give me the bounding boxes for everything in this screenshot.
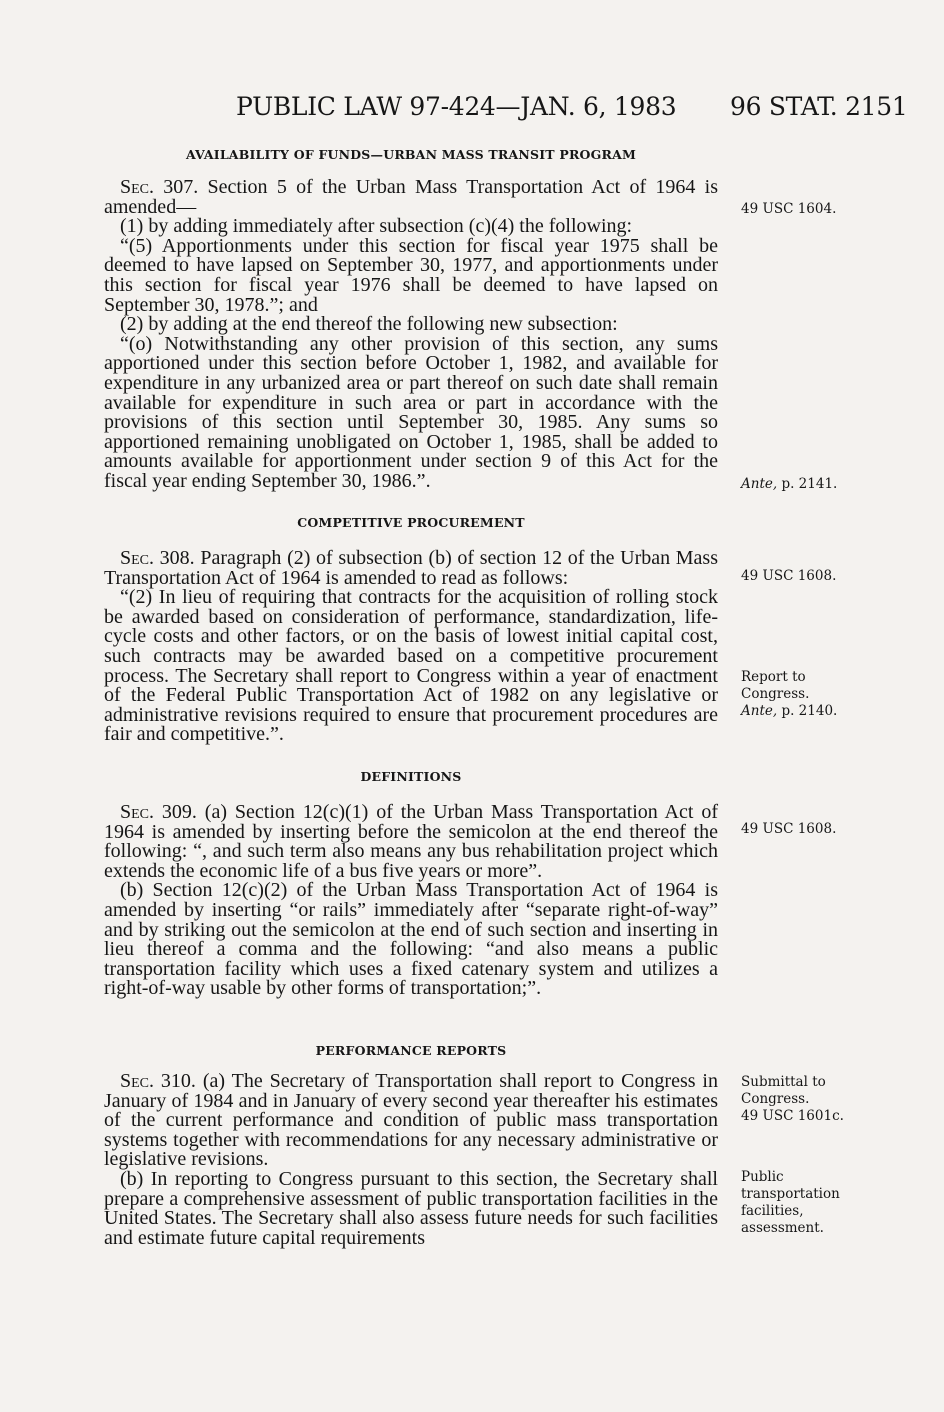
section-307-heading: AVAILABILITY OF FUNDS—URBAN MASS TRANSIT PROGRAM xyxy=(185,147,637,162)
section-310-body xyxy=(104,1072,718,1248)
margin-note-ante-2141: Ante, p. 2141. xyxy=(741,476,838,492)
section-label: Sec. xyxy=(120,547,155,569)
section-310-para-1: Sec. 310. (a) The Secretary of Transportation shall report to Congress in January of 1984 and in January of every second year thereafter his estimates of the current performance and condition of public mass transportation systems together with recommendations for any necessary administrative or legislative revisions. xyxy=(104,1070,718,1171)
section-308-para-1: Sec. 308. Paragraph (2) of subsection (b) of section 12 of the Urban Mass Transportation Act of 1964 is amended to read as follows: xyxy=(104,547,718,589)
section-308-body xyxy=(104,549,718,745)
section-308-para-2: “(2) In lieu of requiring that contracts for the acquisition of rolling stock be awarded based on consideration of performance, standardization, life-cycle costs and other factors, or on the basis of lowest initial capital cost, such contracts may be awarded based on a competitive procurement process. The Secretary shall report to Congress within a year of enactment of the Federal Public Transportation Act of 1982 on any legislative or administrative revisions required to ensure that procurement procedures are fair and competitive.”. xyxy=(104,586,718,746)
margin-note-usc-1604: 49 USC 1604. xyxy=(741,201,837,217)
page-header-stat-number: 96 STAT. 2151 xyxy=(730,92,908,121)
section-310-heading: PERFORMANCE REPORTS xyxy=(315,1043,507,1058)
section-307-body xyxy=(104,178,718,492)
margin-note-usc-1608-b: 49 USC 1608. xyxy=(741,821,837,837)
margin-note-report-to-congress: Report to Congress. Ante, p. 2140. xyxy=(741,669,838,719)
section-307-para-5: “(o) Notwithstanding any other provision of this section, any sums apportioned under this section before October 1, 1982, and available for expenditure in any urbanized area or part thereof on such date shall remain available for expenditure in such area or part in accordance with the provisions of this section until September 30, 1985. Any sums so apportioned remaining unobligated on October 1, 1985, shall be added to amounts available for apportionment under section 9 of this Act for the fiscal year ending September 30, 1986.”. xyxy=(104,332,718,492)
section-309-para-1: Sec. 309. (a) Section 12(c)(1) of the Urban Mass Transportation Act of 1964 is amended by inserting before the semicolon at the end thereof the following: “, and such term also means any bus rehabilitation project which extends the economic life of a bus five years or more”. xyxy=(104,801,718,882)
section-309-heading: DEFINITIONS xyxy=(360,769,462,784)
margin-note-usc-1608-a: 49 USC 1608. xyxy=(741,568,837,584)
section-307-para-2: (1) by adding immediately after subsection (c)(4) the following: xyxy=(120,215,633,238)
section-307-para-4: (2) by adding at the end thereof the following new subsection: xyxy=(120,313,618,336)
page-header-title: PUBLIC LAW 97-424—JAN. 6, 1983 xyxy=(236,92,677,121)
section-label: Sec. xyxy=(120,176,155,198)
section-307-para-1: Sec. 307. Section 5 of the Urban Mass Transportation Act of 1964 is amended— xyxy=(104,176,718,218)
section-label: Sec. xyxy=(120,1070,155,1092)
section-309-para-2: (b) Section 12(c)(2) of the Urban Mass Transportation Act of 1964 is amended by inserting “or rails” immediately after “separate right-of-way” and by striking out the semicolon at the end of such section and inserting in lieu thereof a comma and the following: “and also means a public transportation facility which uses a fixed catenary system and utilizes a right-of-way usable by other forms of transportation;”. xyxy=(104,879,718,1000)
margin-note-submittal-to-congress: Submittal to Congress. 49 USC 1601c. xyxy=(741,1074,844,1124)
section-308-heading: COMPETITIVE PROCUREMENT xyxy=(297,515,525,530)
section-307-para-3: “(5) Apportionments under this section for fiscal year 1975 shall be deemed to have lapsed on September 30, 1977, and apportionments under this section for fiscal year 1976 shall be deemed to have lapsed on September 30, 1978.”; and xyxy=(104,234,718,316)
section-309-body xyxy=(104,803,718,999)
section-label: Sec. xyxy=(120,801,155,823)
margin-note-public-transportation: Public transportation facilities, assessment. xyxy=(741,1169,840,1236)
section-310-para-2: (b) In reporting to Congress pursuant to this section, the Secretary shall prepare a comprehensive assessment of public transportation facilities in the United States. The Secretary shall also assess future needs for such facilities and estimate future capital requirements xyxy=(104,1167,718,1249)
